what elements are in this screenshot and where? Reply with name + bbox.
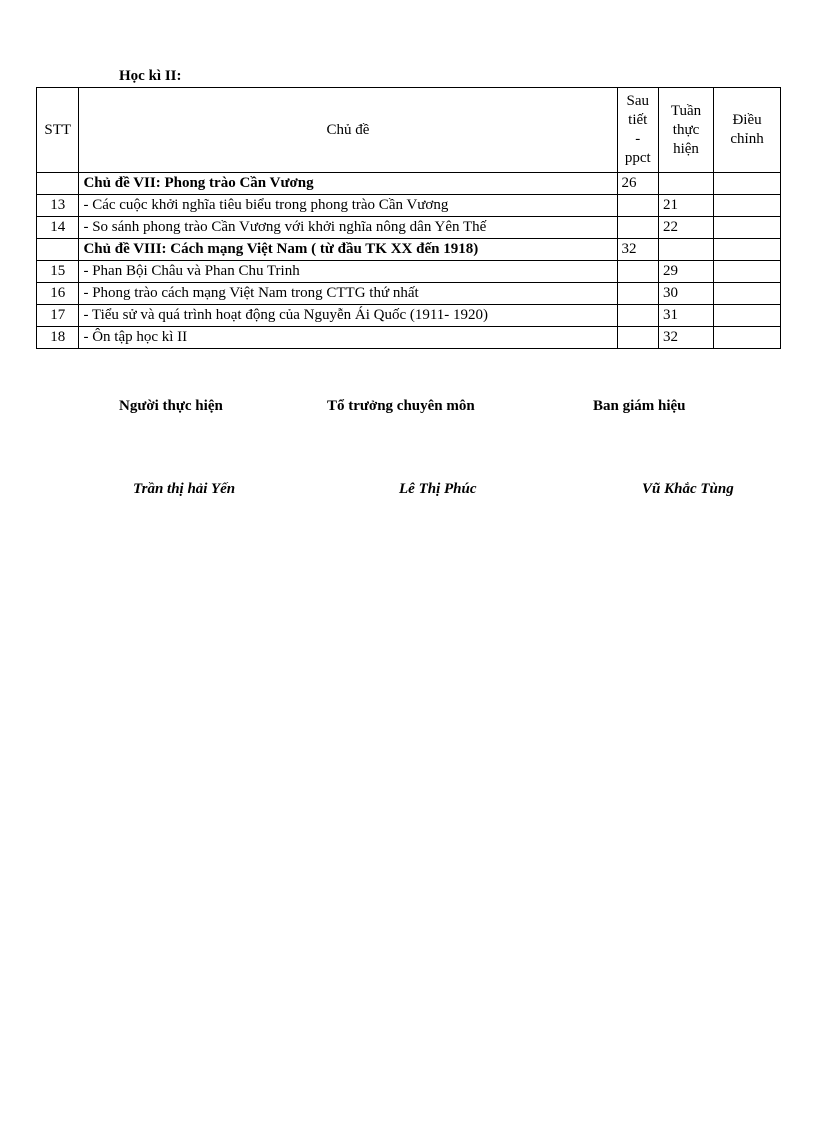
cell-sau-tiet — [617, 261, 658, 283]
signature-name-principal-board: Vũ Khắc Tùng — [642, 481, 734, 497]
lesson-plan-table — [36, 87, 781, 349]
cell-dieu-chinh — [714, 239, 781, 261]
cell-tuan: 22 — [658, 217, 713, 239]
cell-tuan — [658, 239, 713, 261]
header-sau-tiet-line: tiết — [628, 112, 648, 128]
cell-tuan — [658, 173, 713, 195]
cell-topic: - Tiểu sử và quá trình hoạt động của Nguyễn Ái Quốc (1911- 1920) — [79, 305, 617, 327]
cell-tuan: 29 — [658, 261, 713, 283]
table-row — [37, 195, 781, 217]
cell-topic: Chủ đề VIII: Cách mạng Việt Nam ( từ đầu TK XX đến 1918) — [79, 239, 617, 261]
cell-dieu-chinh — [714, 217, 781, 239]
header-tuan-line: Tuần — [670, 102, 702, 119]
cell-dieu-chinh — [714, 305, 781, 327]
header-tuan-thuc-hien — [658, 88, 713, 173]
cell-sau-tiet — [617, 217, 658, 239]
header-sau-tiet-line: Sau — [626, 93, 649, 109]
cell-stt — [37, 239, 79, 261]
cell-sau-tiet — [617, 327, 658, 349]
cell-topic: - Phong trào cách mạng Việt Nam trong CTTG thứ nhất — [79, 283, 617, 305]
header-dieu-line: Điều — [732, 112, 762, 128]
header-tuan-line: hiện — [673, 140, 699, 157]
cell-sau-tiet — [617, 283, 658, 305]
cell-stt: 13 — [37, 195, 79, 217]
table-row — [37, 239, 781, 261]
signature-role-department-head: Tổ trưởng chuyên môn — [327, 398, 475, 414]
cell-dieu-chinh — [714, 327, 781, 349]
table-row — [37, 217, 781, 239]
header-tuan-line: thực — [672, 121, 700, 138]
header-dieu-line: chỉnh — [730, 131, 764, 147]
semester-title: Học kì II: — [119, 68, 182, 84]
table-row — [37, 283, 781, 305]
cell-tuan: 32 — [658, 327, 713, 349]
header-dieu-chinh — [714, 88, 781, 173]
signature-role-principal-board: Ban giám hiệu — [593, 398, 686, 414]
header-stt: STT — [37, 88, 79, 173]
header-sau-tiet-line: ppct — [624, 150, 651, 166]
cell-stt: 15 — [37, 261, 79, 283]
signature-role-implementer: Người thực hiện — [119, 398, 223, 414]
cell-sau-tiet — [617, 305, 658, 327]
table-header-row — [37, 88, 781, 173]
cell-dieu-chinh — [714, 283, 781, 305]
cell-sau-tiet — [617, 195, 658, 217]
header-sau-tiet — [617, 88, 658, 173]
table-row — [37, 173, 781, 195]
cell-topic: - Ôn tập học kì II — [79, 327, 617, 349]
signature-name-implementer: Trần thị hải Yến — [133, 481, 236, 497]
cell-tuan: 30 — [658, 283, 713, 305]
signature-name-department-head: Lê Thị Phúc — [399, 481, 477, 497]
cell-tuan: 31 — [658, 305, 713, 327]
cell-topic: - Phan Bội Châu và Phan Chu Trinh — [79, 261, 617, 283]
cell-dieu-chinh — [714, 195, 781, 217]
cell-dieu-chinh — [714, 173, 781, 195]
header-topic: Chủ đề — [79, 88, 617, 173]
cell-stt: 16 — [37, 283, 79, 305]
table-row — [37, 305, 781, 327]
table-row — [37, 327, 781, 349]
cell-topic: - So sánh phong trào Cần Vương với khởi nghĩa nông dân Yên Thế — [79, 217, 617, 239]
cell-stt: 18 — [37, 327, 79, 349]
cell-topic: Chủ đề VII: Phong trào Cần Vương — [79, 173, 617, 195]
cell-sau-tiet: 32 — [617, 239, 658, 261]
cell-stt: 14 — [37, 217, 79, 239]
cell-tuan: 21 — [658, 195, 713, 217]
cell-stt: 17 — [37, 305, 79, 327]
cell-stt — [37, 173, 79, 195]
cell-dieu-chinh — [714, 261, 781, 283]
cell-sau-tiet: 26 — [617, 173, 658, 195]
header-sau-tiet-line: - — [635, 131, 641, 147]
cell-topic: - Các cuộc khởi nghĩa tiêu biểu trong phong trào Cần Vương — [79, 195, 617, 217]
table-row — [37, 261, 781, 283]
